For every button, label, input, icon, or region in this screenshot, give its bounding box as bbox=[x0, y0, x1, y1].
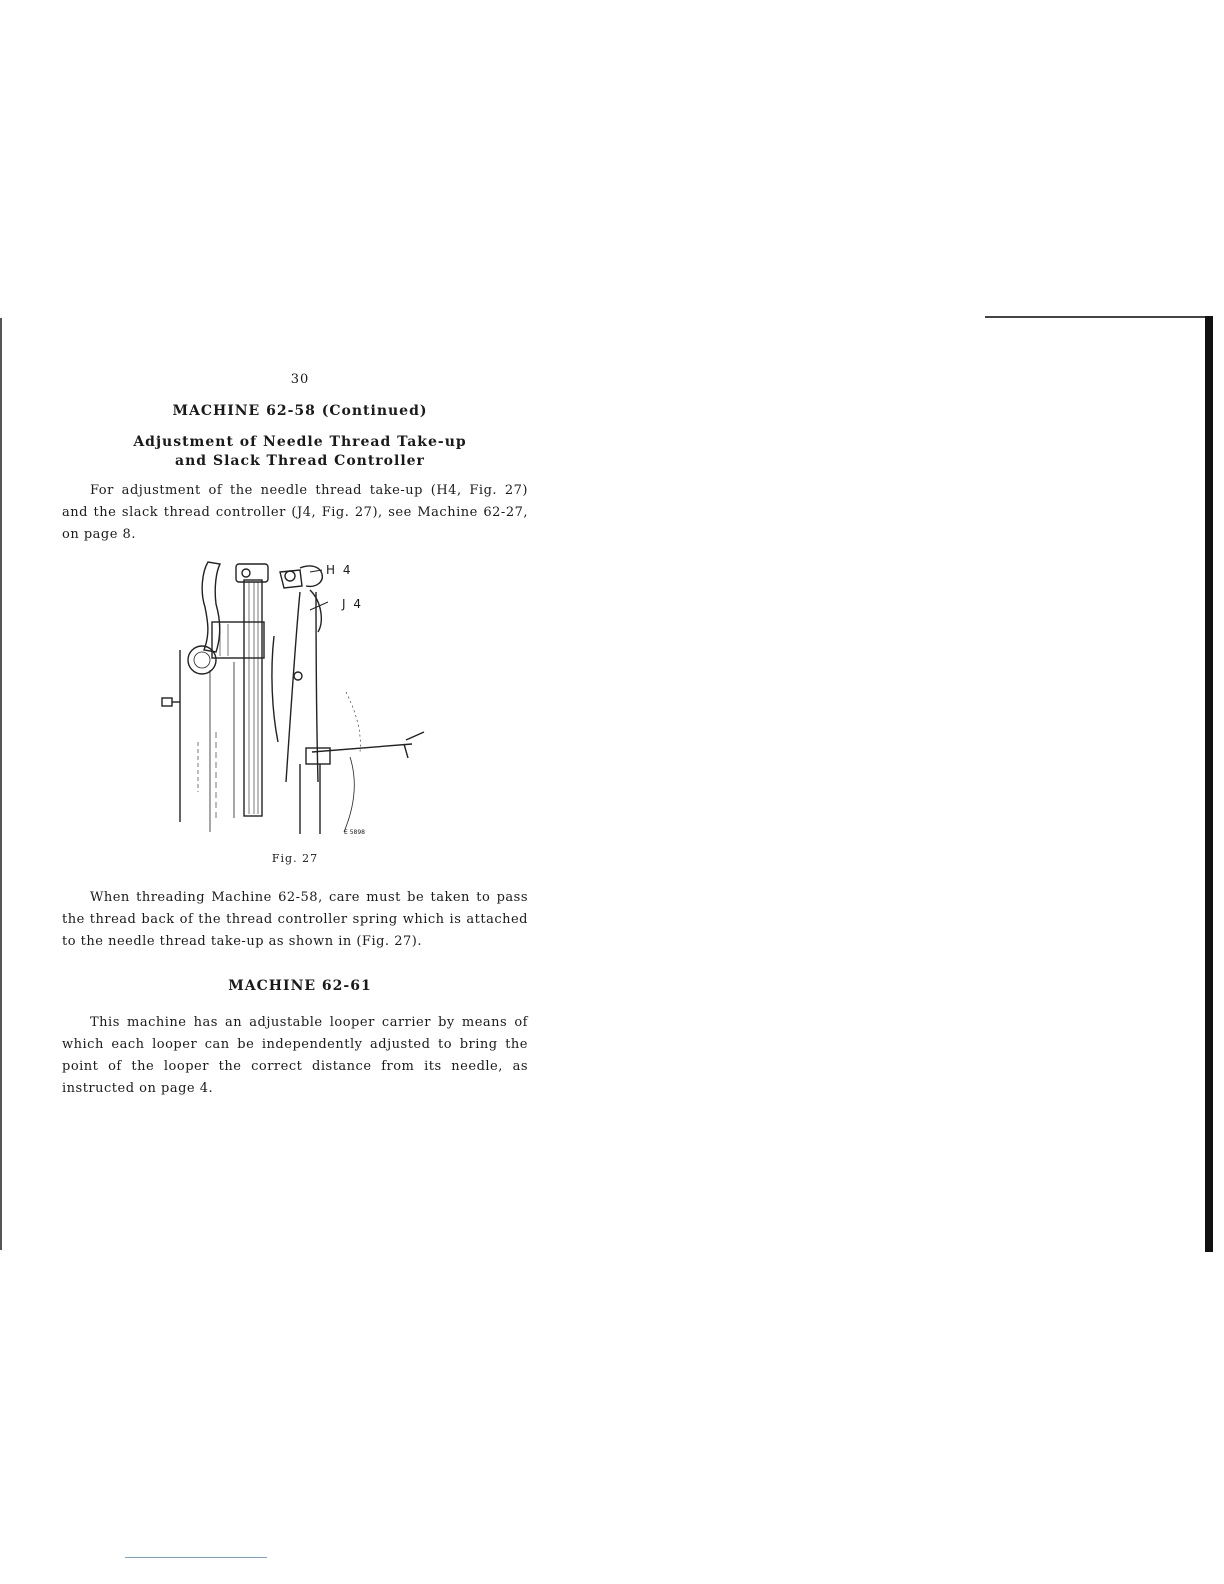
page-number: 30 bbox=[290, 372, 310, 387]
machine-drawing bbox=[150, 552, 440, 842]
scan-border-top bbox=[985, 316, 1213, 318]
threading-paragraph: When threading Machine 62-58, care must be taken to pass the thread back of the thread controller spring which is attached to the needle thread take-up as shown in (Fig. 27). bbox=[62, 890, 528, 949]
intro-paragraph: For adjustment of the needle thread take-up (H4, Fig. 27) and the slack thread controller (J4, Fig. 27), see Machine 62-27, on page 8. bbox=[62, 483, 528, 542]
controller-spring-right bbox=[316, 592, 318, 782]
scan-border-bottom bbox=[125, 1557, 267, 1558]
lever-handle-shape bbox=[202, 562, 220, 652]
scan-border-left bbox=[0, 318, 2, 1250]
figure-caption: Fig. 27 bbox=[271, 852, 319, 865]
needle-bar-shape bbox=[244, 580, 262, 816]
take-up-arm-shape bbox=[280, 570, 302, 588]
looper-carrier-paragraph: This machine has an adjustable looper carrier by means of which each looper can be independently adjusted to bring the point of the looper the correct distance from its needle, as instructed on page 4. bbox=[62, 1015, 528, 1096]
drawing-code: E 5898 bbox=[344, 829, 365, 836]
section-heading-machine-62-61: MACHINE 62-61 bbox=[228, 978, 372, 994]
subheading-line-2: and Slack Thread Controller bbox=[175, 453, 425, 469]
figure-27-illustration bbox=[150, 552, 440, 842]
subheading-line-1: Adjustment of Needle Thread Take-up bbox=[133, 434, 467, 450]
top-nut-shape bbox=[236, 564, 268, 582]
adjusting-knob-shape bbox=[188, 646, 216, 674]
section-heading-machine-62-58: MACHINE 62-58 (Continued) bbox=[172, 403, 428, 419]
callout-h4: H 4 bbox=[326, 563, 353, 577]
scan-border-right bbox=[1205, 316, 1213, 1252]
callout-j4: J 4 bbox=[342, 597, 363, 611]
controller-spring-left bbox=[286, 592, 300, 782]
